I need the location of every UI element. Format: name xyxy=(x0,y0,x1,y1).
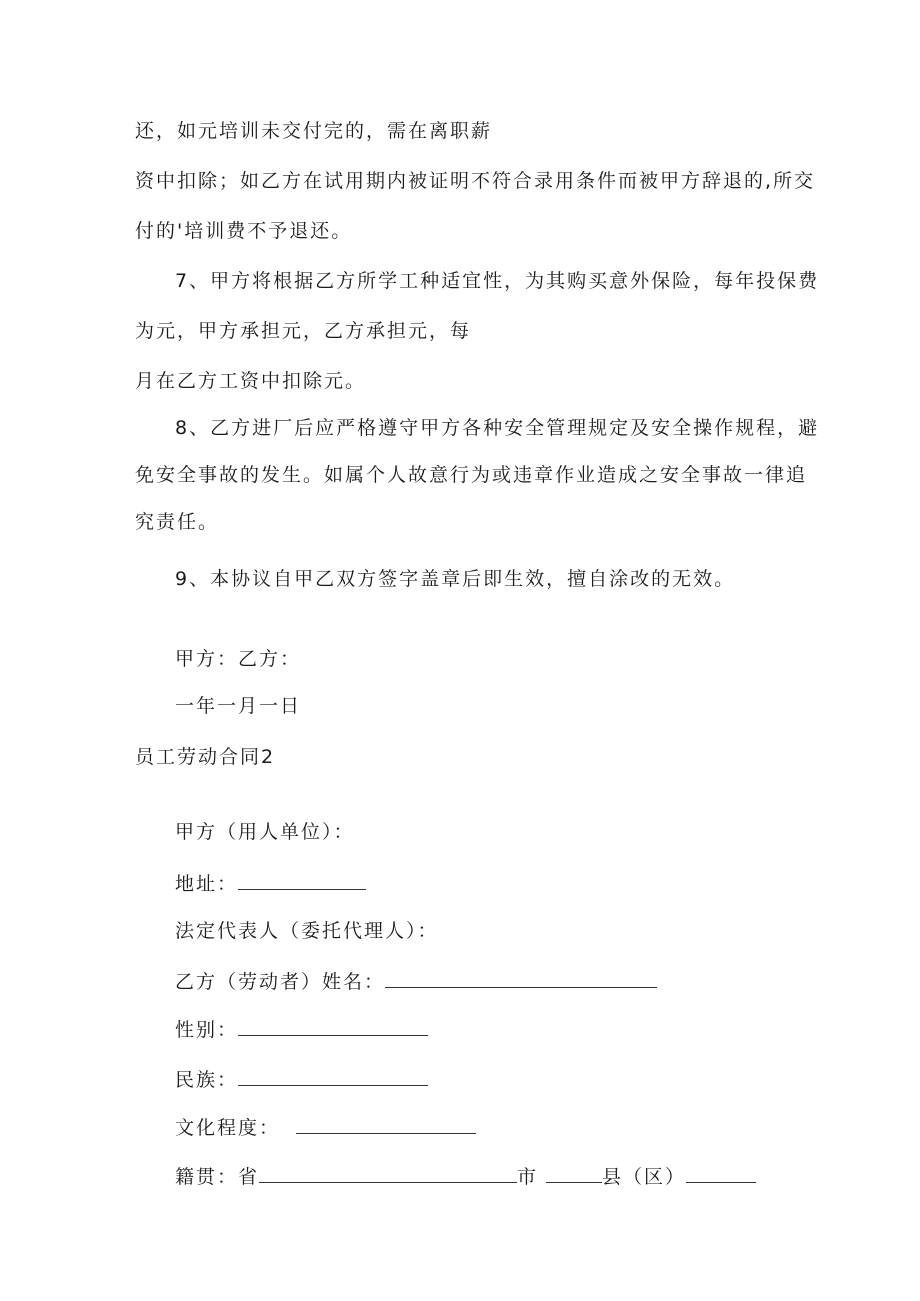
education-label: 文化程度： xyxy=(175,1117,281,1139)
province-label: 籍贯：省 xyxy=(175,1166,260,1188)
date-line: 一年一月一日 xyxy=(175,695,302,717)
city-label: 市 xyxy=(517,1166,539,1188)
party-b-name-label: 乙方（劳动者）姓名： xyxy=(175,971,386,993)
legal-rep-label: 法定代表人（委托代理人）： xyxy=(175,920,439,942)
party-b-name-row xyxy=(175,969,657,994)
paragraph-line: 还，如元培训未交付完的，需在离职薪 xyxy=(135,120,493,142)
county-label: 县（区） xyxy=(602,1166,687,1188)
education-blank xyxy=(296,1115,476,1134)
paragraph-line: 月在乙方工资中扣除元。 xyxy=(135,370,367,392)
paragraph-line: 资中扣除；如乙方在试用期内被证明不符合录用条件而被甲方辞退的,所交 xyxy=(135,170,816,192)
ethnicity-label: 民族： xyxy=(175,1069,239,1091)
paragraph-line: 付的'培训费不予退还。 xyxy=(135,220,353,242)
address-label: 地址： xyxy=(175,873,239,895)
address-blank xyxy=(238,871,366,890)
party-a-label: 甲方（用人单位）： xyxy=(175,821,355,843)
clause-9-line: 9、本协议自甲乙双方签字盖章后即生效，擅自涂改的无效。 xyxy=(175,568,736,590)
gender-blank xyxy=(238,1017,428,1036)
city-blank xyxy=(546,1164,602,1183)
paragraph-line: 为元，甲方承担元，乙方承担元，每 xyxy=(135,320,472,342)
clause-8-line: 8、乙方进厂后应严格遵守甲方各种安全管理规定及安全操作规程，避 xyxy=(175,417,820,439)
education-row xyxy=(175,1115,476,1140)
gender-label: 性别： xyxy=(175,1019,239,1041)
county-blank xyxy=(686,1164,756,1183)
clause-7-line: 7、甲方将根据乙方所学工种适宜性，为其购买意外保险，每年投保费 xyxy=(175,270,820,292)
gender-row xyxy=(175,1017,428,1042)
paragraph-line: 免安全事故的发生。如属个人故意行为或违章作业造成之安全事故一律追 xyxy=(135,464,808,486)
ethnicity-blank xyxy=(238,1067,428,1086)
address-row xyxy=(175,871,366,896)
section-title: 员工劳动合同2 xyxy=(135,746,276,768)
province-blank xyxy=(259,1164,517,1183)
native-place-row xyxy=(175,1164,756,1189)
ethnicity-row xyxy=(175,1067,428,1092)
signature-line: 甲方：乙方： xyxy=(175,648,302,670)
paragraph-line: 究责任。 xyxy=(135,511,220,533)
name-blank xyxy=(385,969,657,988)
